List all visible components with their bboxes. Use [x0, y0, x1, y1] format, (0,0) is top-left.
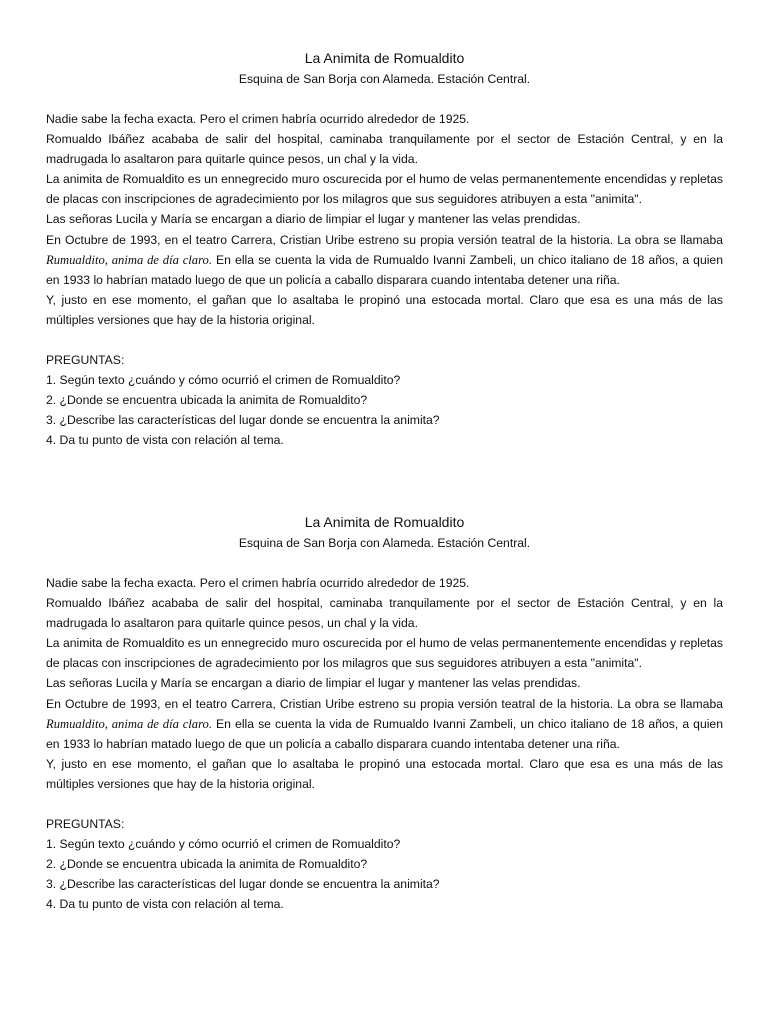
- question-item: 3. ¿Describe las características del lugar donde se encuentra la animita?: [46, 877, 440, 892]
- paragraph-6: Y, justo en ese momento, el gañan que lo asaltaba le propinó una estocada mortal. Claro que esa es una más de las múltiples versiones que hay de la historia original.: [46, 292, 723, 327]
- question-item: 4. Da tu punto de vista con relación al tema.: [46, 433, 284, 448]
- question-item: 4. Da tu punto de vista con relación al tema.: [46, 897, 284, 912]
- paragraph-6: Y, justo en ese momento, el gañan que lo asaltaba le propinó una estocada mortal. Claro que esa es una más de las múltiples versiones que hay de la historia original.: [46, 756, 723, 791]
- story-body: [46, 109, 723, 330]
- paragraph-2: Romualdo Ibáñez acababa de salir del hospital, caminaba tranquilamente por el sector de Estación Central, y en la madrugada lo asaltaron para quitarle quince pesos, un chal y la vida.: [46, 596, 723, 631]
- document-subtitle: Esquina de San Borja con Alameda. Estación Central.: [238, 536, 531, 550]
- questions-list: [46, 370, 723, 450]
- question-item: 1. Según texto ¿cuándo y cómo ocurrió el crimen de Romualdito?: [46, 373, 401, 388]
- question-item: 1. Según texto ¿cuándo y cómo ocurrió el crimen de Romualdito?: [46, 837, 401, 852]
- paragraph-3: La animita de Romualdito es un ennegrecido muro oscurecida por el humo de velas permanentemente encendidas y repletas de placas con inscripciones de agradecimiento por los milagros que sus seguidores atribuyen a esta "animita".: [46, 172, 723, 207]
- paragraph-5: [46, 694, 723, 754]
- paragraph-2: Romualdo Ibáñez acababa de salir del hospital, caminaba tranquilamente por el sector de Estación Central, y en la madrugada lo asaltaron para quitarle quince pesos, un chal y la vida.: [46, 132, 723, 167]
- document-title: La Animita de Romualdito: [304, 50, 465, 66]
- paragraph-1: Nadie sabe la fecha exacta. Pero el crimen habría ocurrido alrededor de 1925.: [46, 576, 470, 590]
- document-subtitle: Esquina de San Borja con Alameda. Estación Central.: [238, 72, 531, 86]
- story-body: [46, 573, 723, 794]
- paragraph-5-end: En ella se cuenta la vida de Rumualdo Ivanni Zambeli, un chico italiano de 18 años, a quien en 1933 lo habrían matado luego de que un policía a caballo disparara cuando intentaba detener una riña.: [46, 716, 723, 751]
- question-item: 2. ¿Donde se encuentra ubicada la animita de Romualdito?: [46, 393, 368, 408]
- play-title: Rumualdito, anima de día claro.: [46, 252, 212, 267]
- paragraph-5-start: En Octubre de 1993, en el teatro Carrera, Cristian Uribe estreno su propia versión teatral de la historia. La obra se llamaba: [46, 696, 723, 711]
- paragraph-3: La animita de Romualdito es un ennegrecido muro oscurecida por el humo de velas permanentemente encendidas y repletas de placas con inscripciones de agradecimiento por los milagros que sus seguidores atribuyen a esta "animita".: [46, 636, 723, 671]
- paragraph-4: Las señoras Lucila y María se encargan a diario de limpiar el lugar y mantener las velas prendidas.: [46, 212, 581, 227]
- paragraph-4: Las señoras Lucila y María se encargan a diario de limpiar el lugar y mantener las velas prendidas.: [46, 676, 581, 691]
- document-title: La Animita de Romualdito: [304, 514, 465, 530]
- paragraph-5: [46, 230, 723, 290]
- questions-heading: PREGUNTAS:: [46, 353, 125, 368]
- question-item: 3. ¿Describe las características del lugar donde se encuentra la animita?: [46, 413, 440, 428]
- play-title: Rumualdito, anima de día claro.: [46, 716, 212, 731]
- questions-heading: PREGUNTAS:: [46, 817, 125, 832]
- paragraph-1: Nadie sabe la fecha exacta. Pero el crimen habría ocurrido alrededor de 1925.: [46, 112, 470, 126]
- paragraph-5-end: En ella se cuenta la vida de Rumualdo Ivanni Zambeli, un chico italiano de 18 años, a quien en 1933 lo habrían matado luego de que un policía a caballo disparara cuando intentaba detener una riña.: [46, 252, 723, 287]
- document-block-1: [46, 48, 723, 451]
- document-block-2: [46, 512, 723, 915]
- questions-list: [46, 834, 723, 914]
- question-item: 2. ¿Donde se encuentra ubicada la animita de Romualdito?: [46, 857, 368, 872]
- paragraph-5-start: En Octubre de 1993, en el teatro Carrera, Cristian Uribe estreno su propia versión teatral de la historia. La obra se llamaba: [46, 232, 723, 247]
